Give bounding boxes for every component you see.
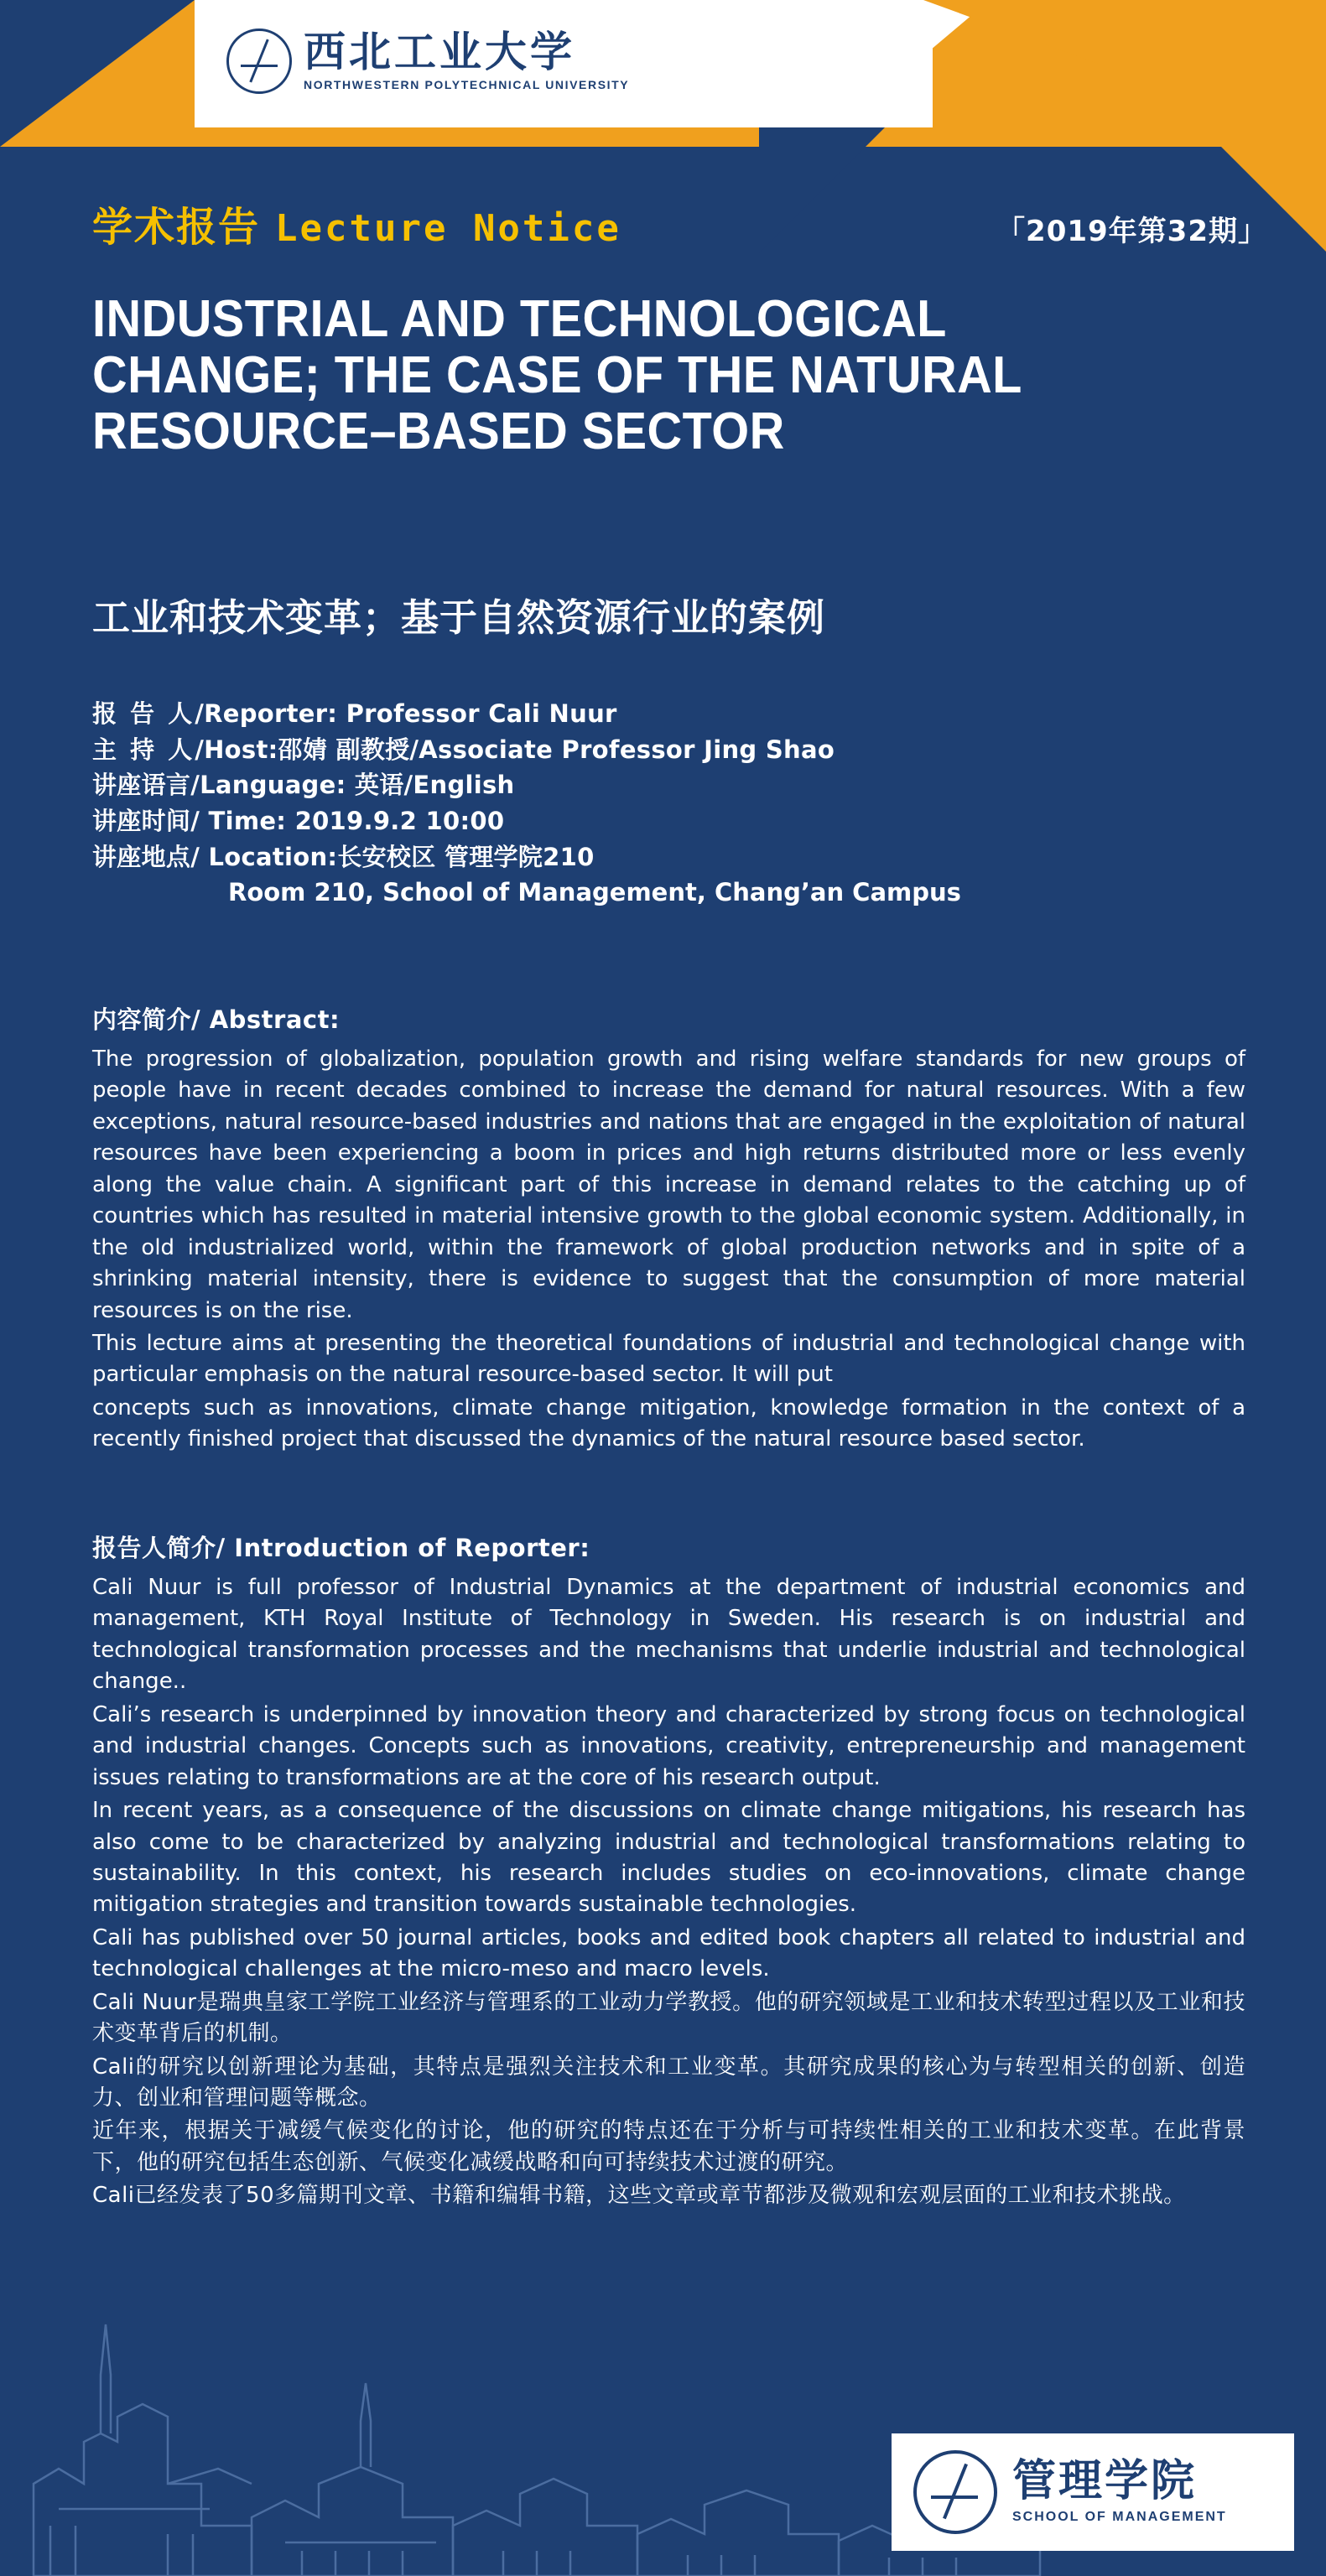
abstract-heading: 内容简介/ Abstract: xyxy=(92,1005,341,1034)
notice-header-row xyxy=(92,195,1267,252)
university-name-cn: 西北工业大学 xyxy=(304,28,575,76)
school-emblem-icon xyxy=(913,2450,997,2534)
lecture-meta-block xyxy=(92,696,1250,911)
meta-language-value: 英语/English xyxy=(354,771,515,800)
meta-time-label: 讲座时间 xyxy=(92,806,191,835)
reporter-paragraph: Cali已经发表了50多篇期刊文章、书籍和编辑书籍，这些文章或章节都涉及微观和宏观层面的工业和技术挑战。 xyxy=(92,2183,1186,2209)
university-emblem-icon xyxy=(226,29,292,94)
meta-reporter-value: Professor Cali Nuur xyxy=(346,699,617,728)
university-logo xyxy=(226,29,629,94)
reporter-paragraph: Cali Nuur is full professor of Industrial Dynamics at the department of industrial economics and management, KTH Royal Institute of Technology in Sweden. His research is on industrial and technological transformation processes and the mechanisms that underlie industrial and technological change.. xyxy=(92,1575,1245,1695)
meta-reporter xyxy=(92,696,1250,732)
lecture-title-en: INDUSTRIAL AND TECHNOLOGICAL CHANGE; THE CASE OF THE NATURAL RESOURCE–BASED SECTOR xyxy=(92,290,1022,460)
school-name-en: SCHOOL OF MANAGEMENT xyxy=(1012,2510,1227,2524)
meta-time-sep: / Time: xyxy=(190,806,295,835)
reporter-paragraph: In recent years, as a consequence of the discussions on climate change mitigations, his research has also come to be characterized by analyzing industrial and technological transformations relating to sustainability. In this context, his research includes studies on eco-innovations, climate change mitigation strategies and transition towards sustainable technologies. xyxy=(92,1798,1245,1918)
lecture-title-cn: 工业和技术变革；基于自然资源行业的案例 xyxy=(92,595,826,640)
meta-time-value: 2019.9.2 10:00 xyxy=(294,806,505,835)
reporter-paragraph: Cali Nuur是瑞典皇家工学院工业经济与管理系的工业动力学教授。他的研究领域是工业和技术转型过程以及工业和技术变革背后的机制。 xyxy=(92,1989,1245,2047)
meta-language-sep: /Language: xyxy=(190,771,355,800)
meta-reporter-sep: /Reporter: xyxy=(195,699,346,728)
university-name-en: NORTHWESTERN POLYTECHNICAL UNIVERSITY xyxy=(304,78,630,91)
meta-time xyxy=(92,803,1250,839)
meta-location-en: Room 210, School of Management, Chang’an Campus xyxy=(228,878,961,907)
meta-location-label: 讲座地点 xyxy=(92,842,191,871)
meta-location xyxy=(92,839,1250,875)
meta-location-value: 长安校区 管理学院210 xyxy=(337,842,595,871)
reporter-paragraph: Cali的研究以创新理论为基础，其特点是强烈关注技术和工业变革。其研究成果的核心为与转型相关的创新、创造力、创业和管理问题等概念。 xyxy=(92,2054,1245,2111)
notice-label-en: Lecture Notice xyxy=(275,207,621,250)
school-of-management-logo xyxy=(892,2433,1294,2551)
reporter-paragraph: 近年来，根据关于减缓气候变化的讨论，他的研究的特点还在于分析与可持续性相关的工业和技术变革。在此背景下，他的研究包括生态创新、气候变化减缓战略和向可持续技术过渡的研究。 xyxy=(92,2118,1245,2175)
reporter-paragraph: Cali’s research is underpinned by innovation theory and characterized by strong focus on technological and industrial changes. Concepts such as innovations, creativity, entrepreneurship and management issues relating to transformations are at the core of his research output. xyxy=(92,1701,1245,1790)
meta-host-label: 主 持 人 xyxy=(92,735,195,764)
reporter-intro-heading: 报告人简介/ Introduction of Reporter: xyxy=(92,1534,590,1562)
abstract-section xyxy=(92,1001,1245,1457)
abstract-paragraph: The progression of globalization, population growth and rising welfare standards for new groups of people have in recent decades combined to increase the demand for natural resources. With a few exceptions, natural resource-based industries and nations that are engaged in the exploitation of natural resources have been experiencing a boom in prices and high returns distributed more or less evenly along the value chain. A significant part of this increase in demand relates to the catching up of countries which has resulted in material intensive growth to the global economic system. Additionally, in the old industrialized world, within the framework of global production networks and in spite of a shrinking material intensity, there is evidence to suggest that the consumption of more material resources is on the rise. xyxy=(92,1046,1245,1323)
notice-label-cn: 学术报告 xyxy=(92,204,261,251)
meta-host-sep: /Host: xyxy=(195,735,278,764)
abstract-paragraph: concepts such as innovations, climate change mitigation, knowledge formation in the context of a recently finished project that discussed the dynamics of the natural resource based sector. xyxy=(92,1394,1245,1452)
abstract-paragraph: This lecture aims at presenting the theoretical foundations of industrial and technological change with particular emphasis on the natural resource-based sector. It will put xyxy=(92,1330,1245,1388)
reporter-paragraph: Cali has published over 50 journal articles, books and edited book chapters all related to industrial and technological challenges at the micro-meso and macro levels. xyxy=(92,1924,1245,1982)
meta-reporter-label: 报 告 人 xyxy=(92,699,195,728)
top-left-blue-triangle xyxy=(0,0,195,147)
meta-location-sep: / Location: xyxy=(190,842,338,871)
reporter-intro-section xyxy=(92,1530,1245,2214)
meta-host-value: 邵婧 副教授/Associate Professor Jing Shao xyxy=(278,735,835,764)
school-name-cn: 管理学院 xyxy=(1012,2456,1198,2506)
meta-host xyxy=(92,732,1250,768)
meta-language-label: 讲座语言 xyxy=(92,771,191,800)
issue-badge: 「2019年第32期」 xyxy=(996,215,1267,248)
meta-language xyxy=(92,767,1250,803)
